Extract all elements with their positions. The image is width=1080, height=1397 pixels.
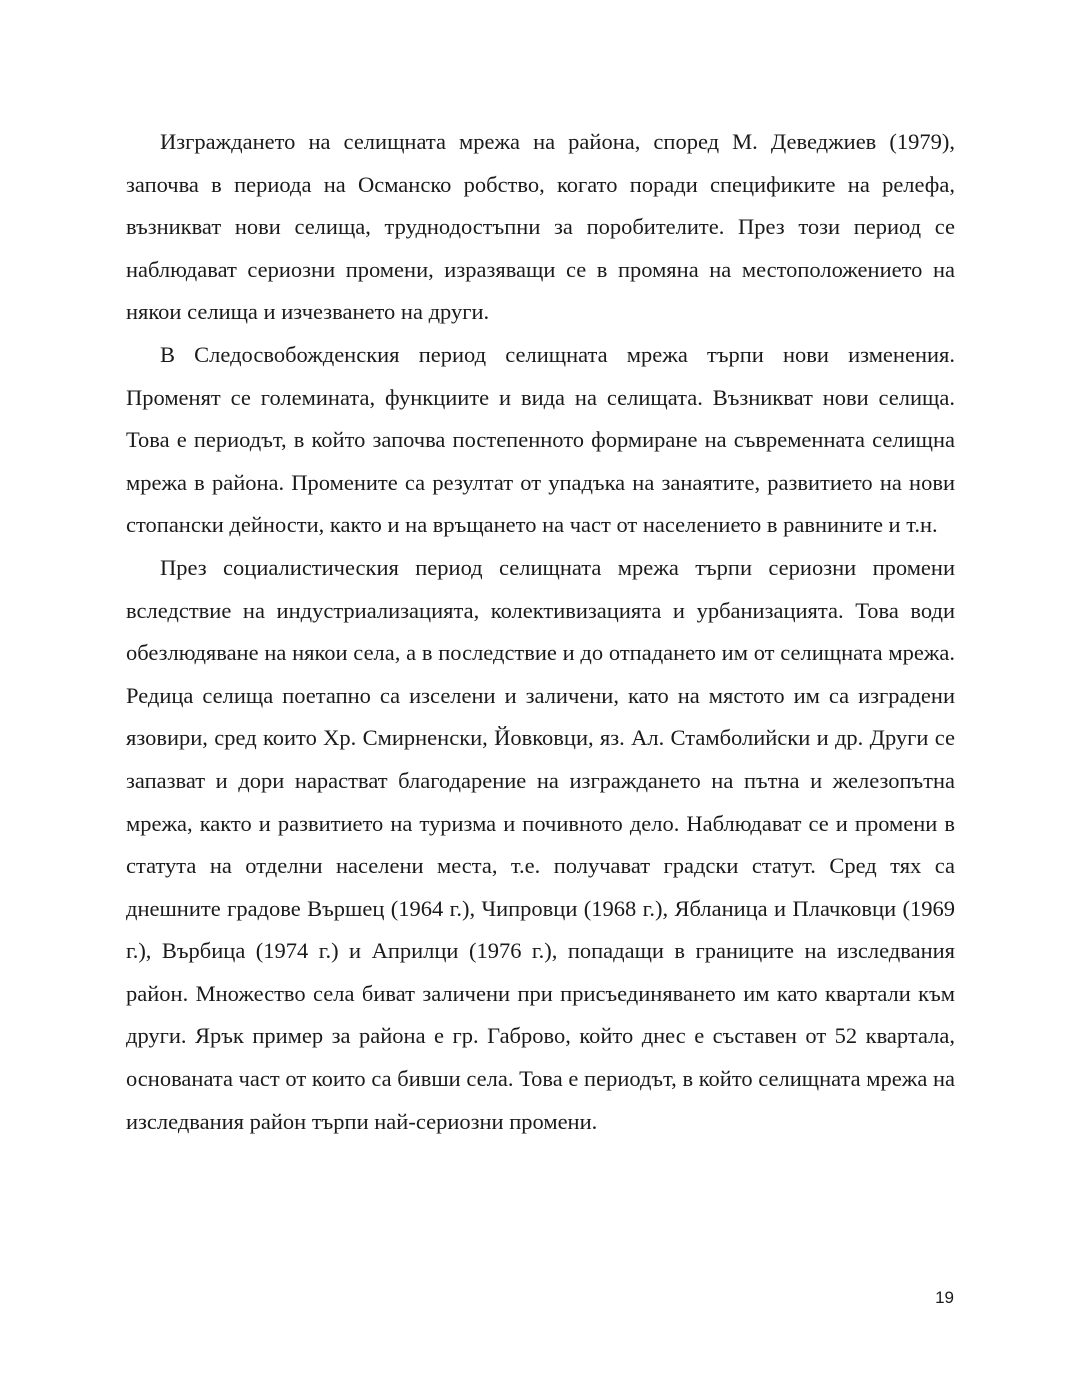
paragraph-socialist-period: През социалистическия период селищната мрежа търпи сериозни промени вследствие на индустриализацията, колективизацията и урбанизацията. Това води обезлюдяване на някои села, а в последствие и до отпадането им от селищната мрежа. Редица селища поетапно са изселени и заличени, като на мястото им са изградени язовири, сред които Хр. Смирненски, Йовковци, яз. Ал. Стамболийски и др. Други се запазват и дори нарастват благодарение на изграждането на пътна и железопътна мрежа, както и развитието на туризма и почивното дело. Наблюдават се и промени в статута на отделни населени места, т.е. получават градски статут. Сред тях са днешните градове Вършец (1964 г.), Чипровци (1968 г.), Ябланица и Плачковци (1969 г.), Върбица (1974 г.) и Априлци (1976 г.), попадащи в границите на изследвания район. Множество села биват заличени при присъединяването им като квартали към други. Ярък пример за района е гр. Габрово, който днес е съставен от 52 квартала, основаната част от които са бивши села. Това е периодът, в който селищната мрежа на изследвания район търпи най-сериозни промени.	[126, 554, 955, 1134]
page-number: 19	[935, 1288, 954, 1307]
paragraph-settlement-origins: Изграждането на селищната мрежа на района, според М. Деведжиев (1979), започва в периода на Османско робство, когато поради спецификите на релефа, възникват нови селища, труднодостъпни за поробителите. През този период се наблюдават сериозни промени, изразяващи се в промяна на местоположението на някои селища и изчезването на други.	[126, 129, 955, 325]
paragraph-post-liberation-period: В Следосвобожденския период селищната мрежа търпи нови изменения. Променят се големината, функциите и вида на селищата. Възникват нови селища. Това е периодът, в който започва постепенното формиране на съвременната селищна мрежа в района. Промените са резултат от упадъка на занаятите, развитието на нови стопански дейности, както и на връщането на част от населението в равнините и т.н.	[126, 341, 955, 538]
body-text	[126, 121, 955, 1143]
